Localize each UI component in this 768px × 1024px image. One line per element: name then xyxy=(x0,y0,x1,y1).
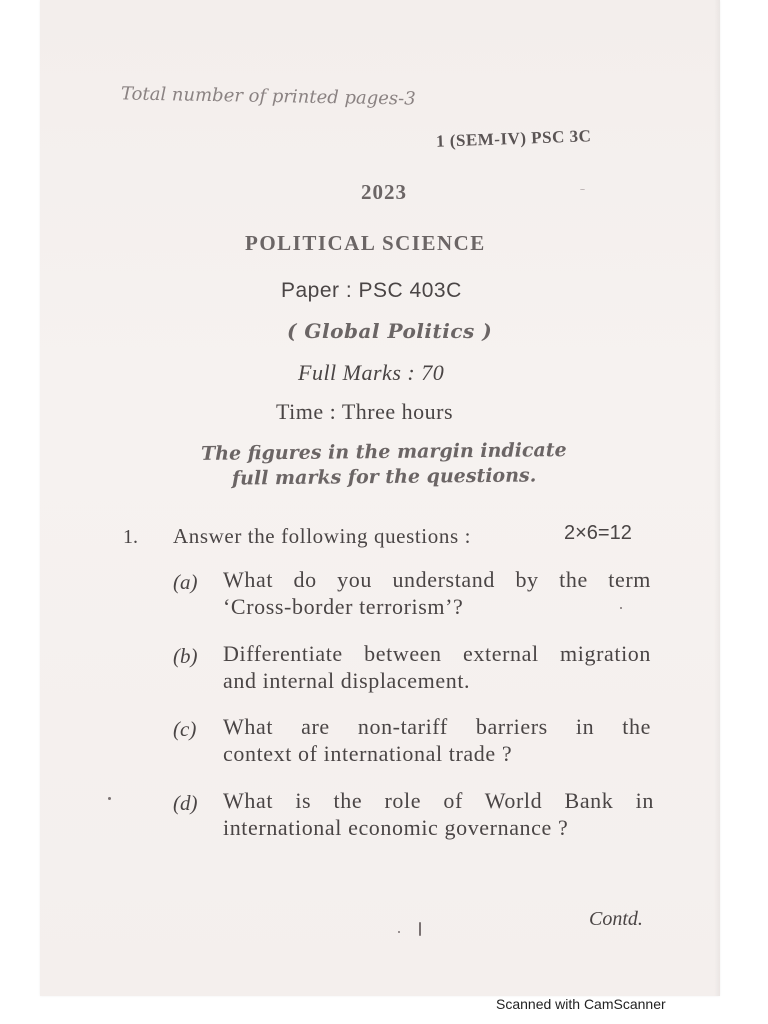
sub-question-line: context of international trade ? xyxy=(223,741,513,766)
exam-duration: Time : Three hours xyxy=(276,399,454,424)
exam-paper-sheet xyxy=(40,0,720,996)
scan-speck xyxy=(620,607,622,609)
scanner-watermark: Scanned with CamScanner xyxy=(496,996,666,1012)
scan-speck xyxy=(398,931,400,933)
paper-number: Paper : PSC 403C xyxy=(281,279,462,302)
sub-question-line: What are non-tariff barriers in the xyxy=(223,714,651,739)
exam-year: 2023 xyxy=(361,180,407,204)
sub-question-text xyxy=(223,787,654,841)
paper-edge-shadow xyxy=(714,0,720,996)
sub-question-label: (b) xyxy=(173,644,198,668)
full-marks: Full Marks : 70 xyxy=(298,360,445,385)
marks-instruction-line-2: full marks for the questions. xyxy=(231,464,537,490)
sub-question-line: and internal displacement. xyxy=(223,668,471,693)
paper-subtitle: ( Global Politics ) xyxy=(287,319,493,343)
sub-question-text xyxy=(223,566,651,620)
sub-question-line: Differentiate between external migration xyxy=(223,641,651,666)
sub-question-line: ‘Cross-border terrorism’? xyxy=(223,594,464,619)
sub-question-label: (a) xyxy=(173,570,198,594)
scan-speck xyxy=(580,189,585,190)
paper-code: 1 (SEM-IV) PSC 3C xyxy=(435,126,592,151)
subject-title: POLITICAL SCIENCE xyxy=(245,231,486,255)
question-text: Answer the following questions : xyxy=(173,524,472,548)
sub-question-line: What is the role of World Bank in xyxy=(223,788,654,813)
scan-speck xyxy=(108,797,111,800)
question-number: 1. xyxy=(123,526,138,548)
continued-note: Contd. xyxy=(589,908,643,930)
sub-question-label: (d) xyxy=(173,791,198,815)
sub-question-label: (c) xyxy=(173,717,197,741)
sub-question-line: international economic governance ? xyxy=(223,815,569,840)
printed-pages-count: Total number of printed pages-3 xyxy=(120,83,416,110)
marks-instruction-line-1: The figures in the margin indicate xyxy=(200,439,567,465)
sub-question-text xyxy=(223,640,651,694)
question-marks: 2×6=12 xyxy=(564,522,632,544)
sub-question-line: What do you understand by the term xyxy=(223,567,651,592)
marks-instruction xyxy=(0,436,768,494)
scan-speck xyxy=(419,922,421,936)
sub-question-text xyxy=(223,713,651,767)
